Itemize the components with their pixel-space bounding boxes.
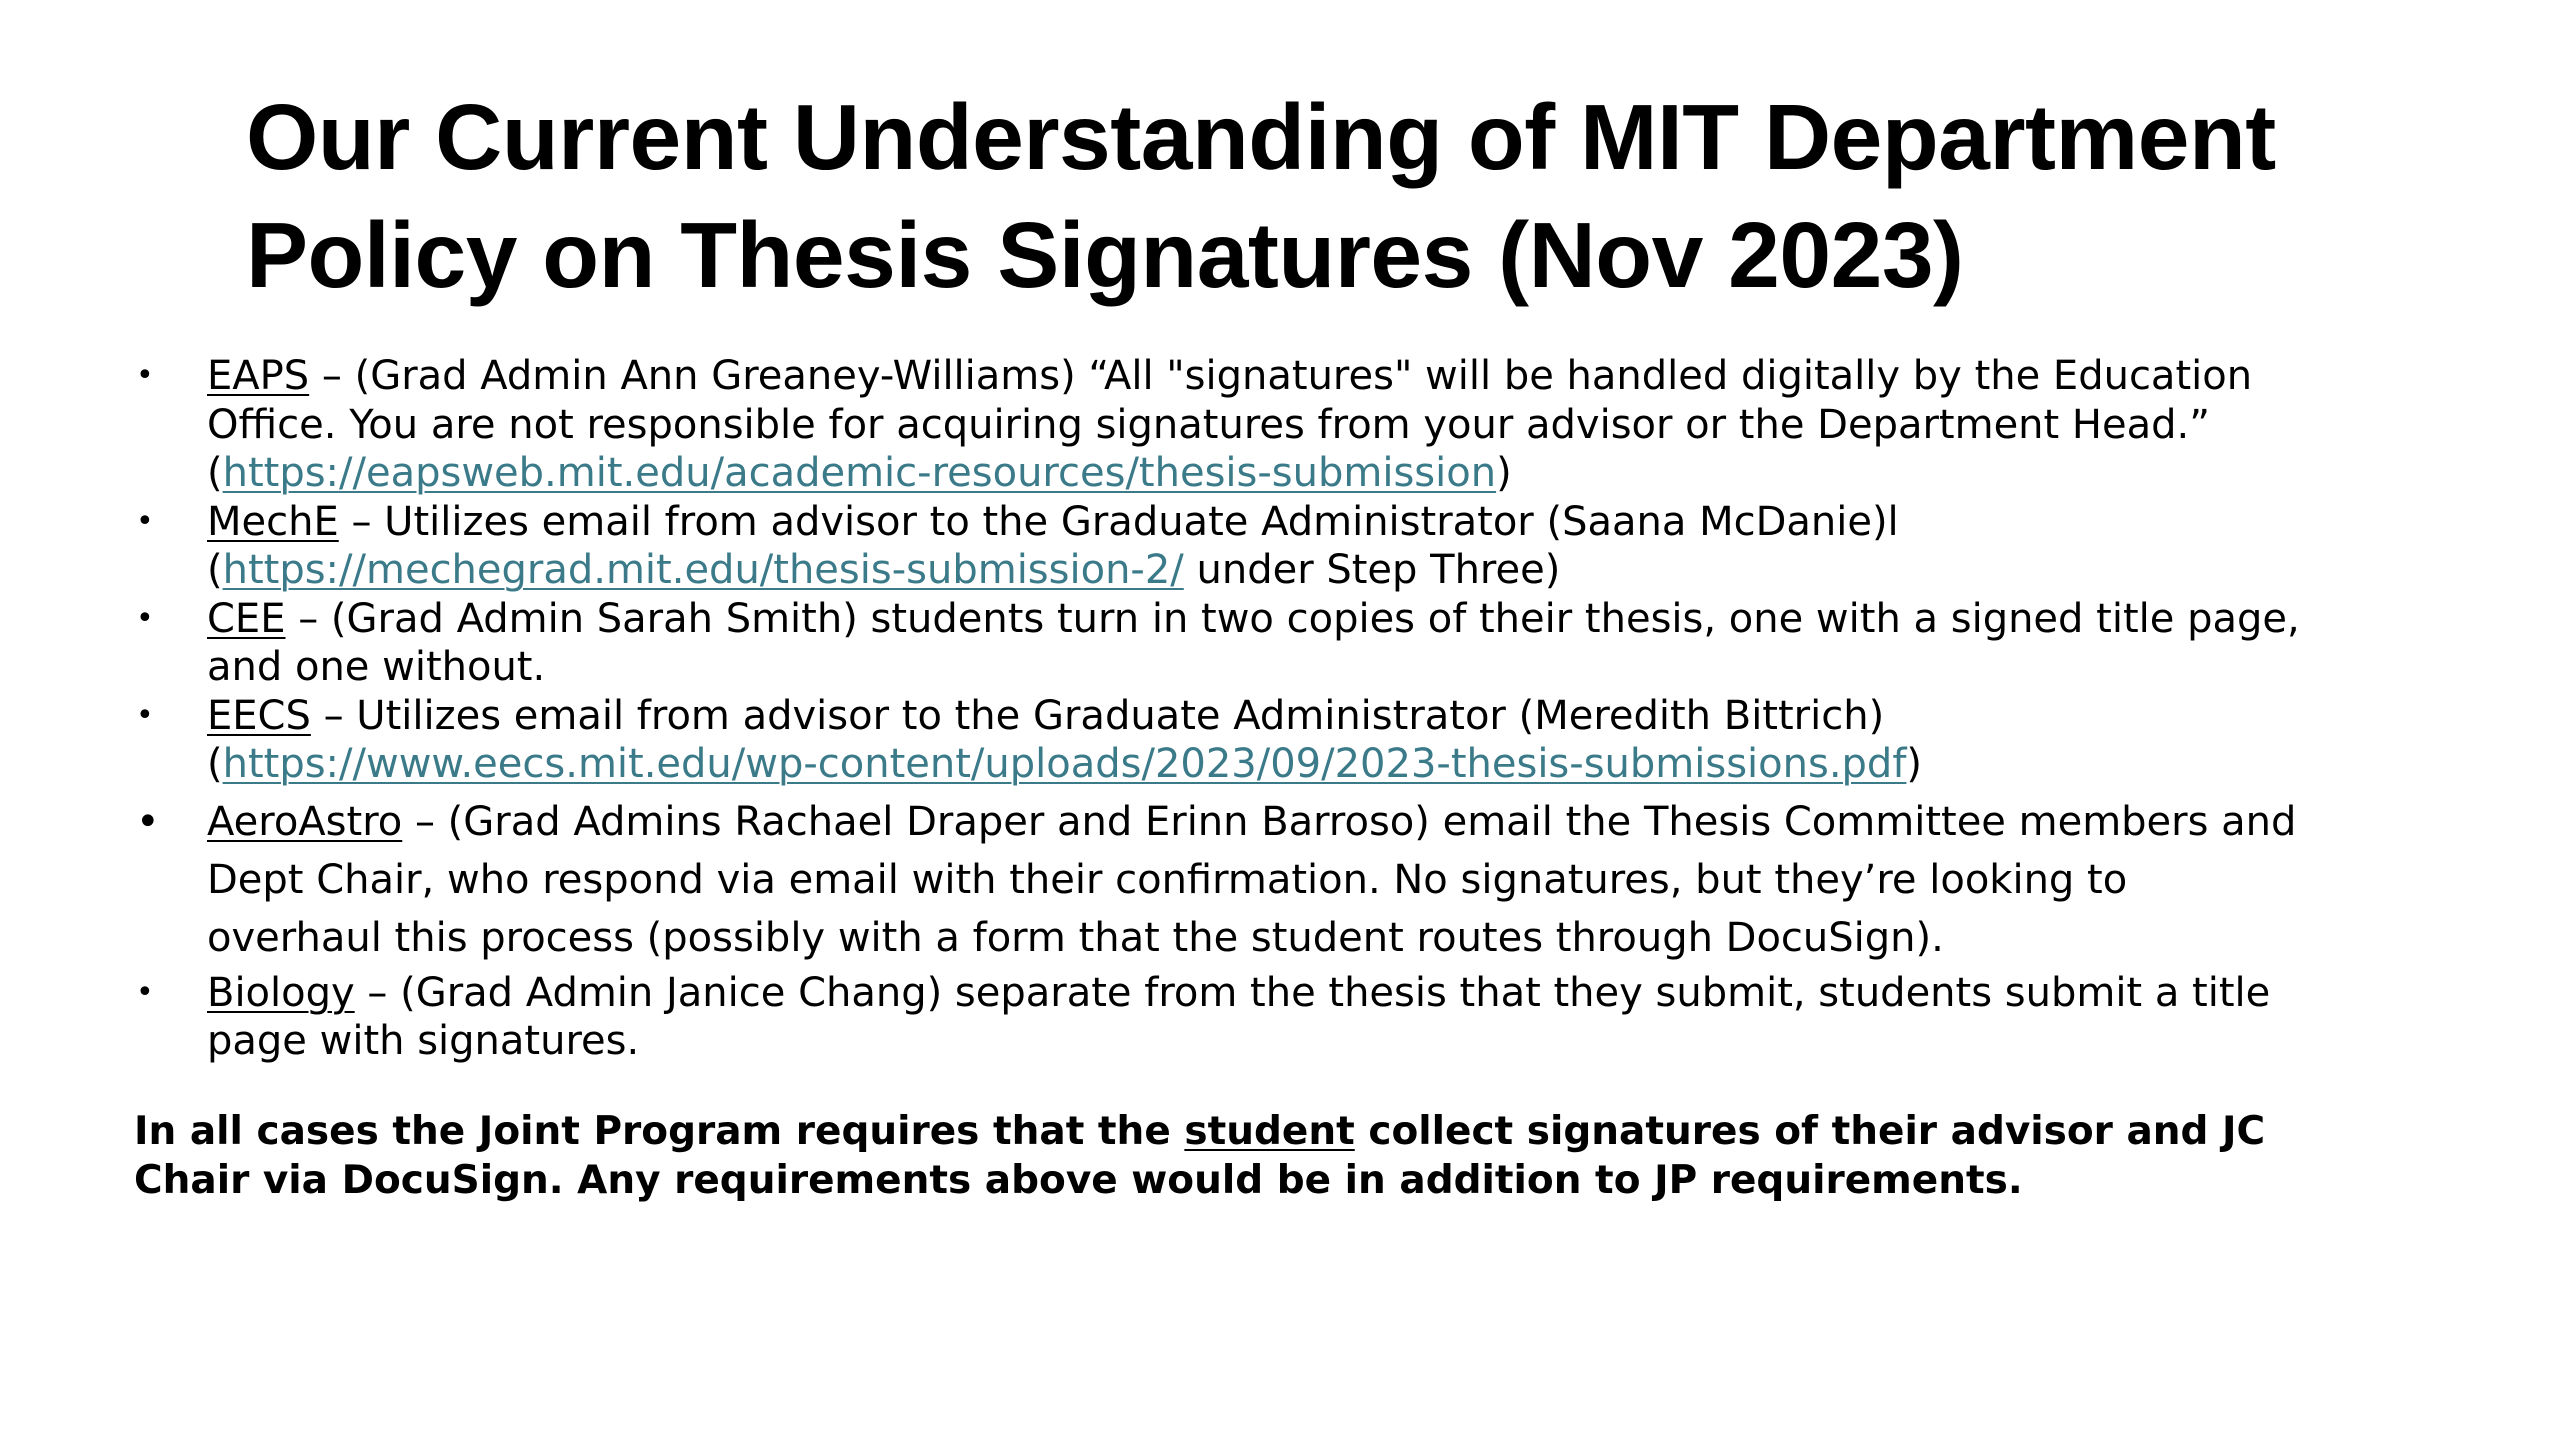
list-item-cee xyxy=(134,595,2314,692)
bullet-icon: • xyxy=(136,697,154,733)
slide-title xyxy=(246,78,2396,314)
dept-name-eaps: EAPS xyxy=(207,353,310,399)
policy-text-eaps-end: ) xyxy=(1496,450,1512,496)
policy-text-eecs: – Utilizes email from advisor to the Graduate Administrator (Meredith Bittrich) ( xyxy=(207,692,1885,787)
list-item-eecs xyxy=(134,692,2314,789)
bullet-icon: • xyxy=(136,358,154,393)
bullet-icon: • xyxy=(136,600,154,636)
dept-name-aeroastro: AeroAstro xyxy=(207,798,403,845)
slide-title-line-2: Policy on Thesis Signatures (Nov 2023) xyxy=(246,203,1964,307)
dept-name-biology: Biology xyxy=(207,969,355,1016)
joint-program-note-start: In all cases the Joint Program requires that the xyxy=(134,1109,1185,1154)
joint-program-note-emphasis: student xyxy=(1184,1109,1355,1154)
policy-link-eaps[interactable]: https://eapsweb.mit.edu/academic-resources/thesis-submission xyxy=(222,450,1497,496)
policy-text-meche: – Utilizes email from advisor to the Graduate Administrator (Saana McDanie)l ( xyxy=(207,498,1899,593)
bullet-icon: • xyxy=(136,503,154,539)
policy-text-aeroastro: – (Grad Admins Rachael Draper and Erinn Barroso) email the Thesis Committee members and Dept Chair, who respond via email with their confirmation. No signatures, but they’re looking to overhaul this process (possibly with a form that the student routes through DocuSign). xyxy=(207,798,2297,961)
list-item-eaps xyxy=(134,352,2314,498)
list-item-biology xyxy=(134,969,2314,1066)
dept-name-cee: CEE xyxy=(207,595,286,642)
bullet-icon: • xyxy=(136,974,154,1010)
policy-link-meche[interactable]: https://mechegrad.mit.edu/thesis-submission-2/ xyxy=(222,547,1184,593)
slide-title-line-1: Our Current Understanding of MIT Department xyxy=(246,85,2276,189)
policy-text-cee: – (Grad Admin Sarah Smith) students turn in two copies of their thesis, one with a signed title page, and one without. xyxy=(207,595,2300,690)
policy-text-biology: – (Grad Admin Janice Chang) separate from the thesis that they submit, students submit a title page with signatures. xyxy=(207,969,2271,1064)
policy-text-eecs-end: ) xyxy=(1906,741,1923,787)
dept-name-eecs: EECS xyxy=(207,692,311,739)
policy-text-meche-end: under Step Three) xyxy=(1183,547,1561,593)
policy-text-eaps: – (Grad Admin Ann Greaney-Williams) “All "signatures" will be handled digitally by the Education Office. You are not responsible for acquiring signatures from your advisor or the Department Head.” ( xyxy=(207,353,2253,496)
department-policy-list xyxy=(134,352,2314,1066)
policy-link-eecs[interactable]: https://www.eecs.mit.edu/wp-content/uploads/2023/09/2023-thesis-submissions.pdf xyxy=(222,741,1907,787)
dept-name-meche: MechE xyxy=(207,498,339,545)
joint-program-note-end: collect signatures of their advisor and JC Chair via DocuSign. Any requirements above would be in addition to JP requirements. xyxy=(134,1109,2266,1203)
joint-program-note xyxy=(134,1108,2334,1205)
bullet-icon: • xyxy=(136,798,160,845)
list-item-meche xyxy=(134,498,2314,595)
list-item-aeroastro xyxy=(134,793,2314,967)
